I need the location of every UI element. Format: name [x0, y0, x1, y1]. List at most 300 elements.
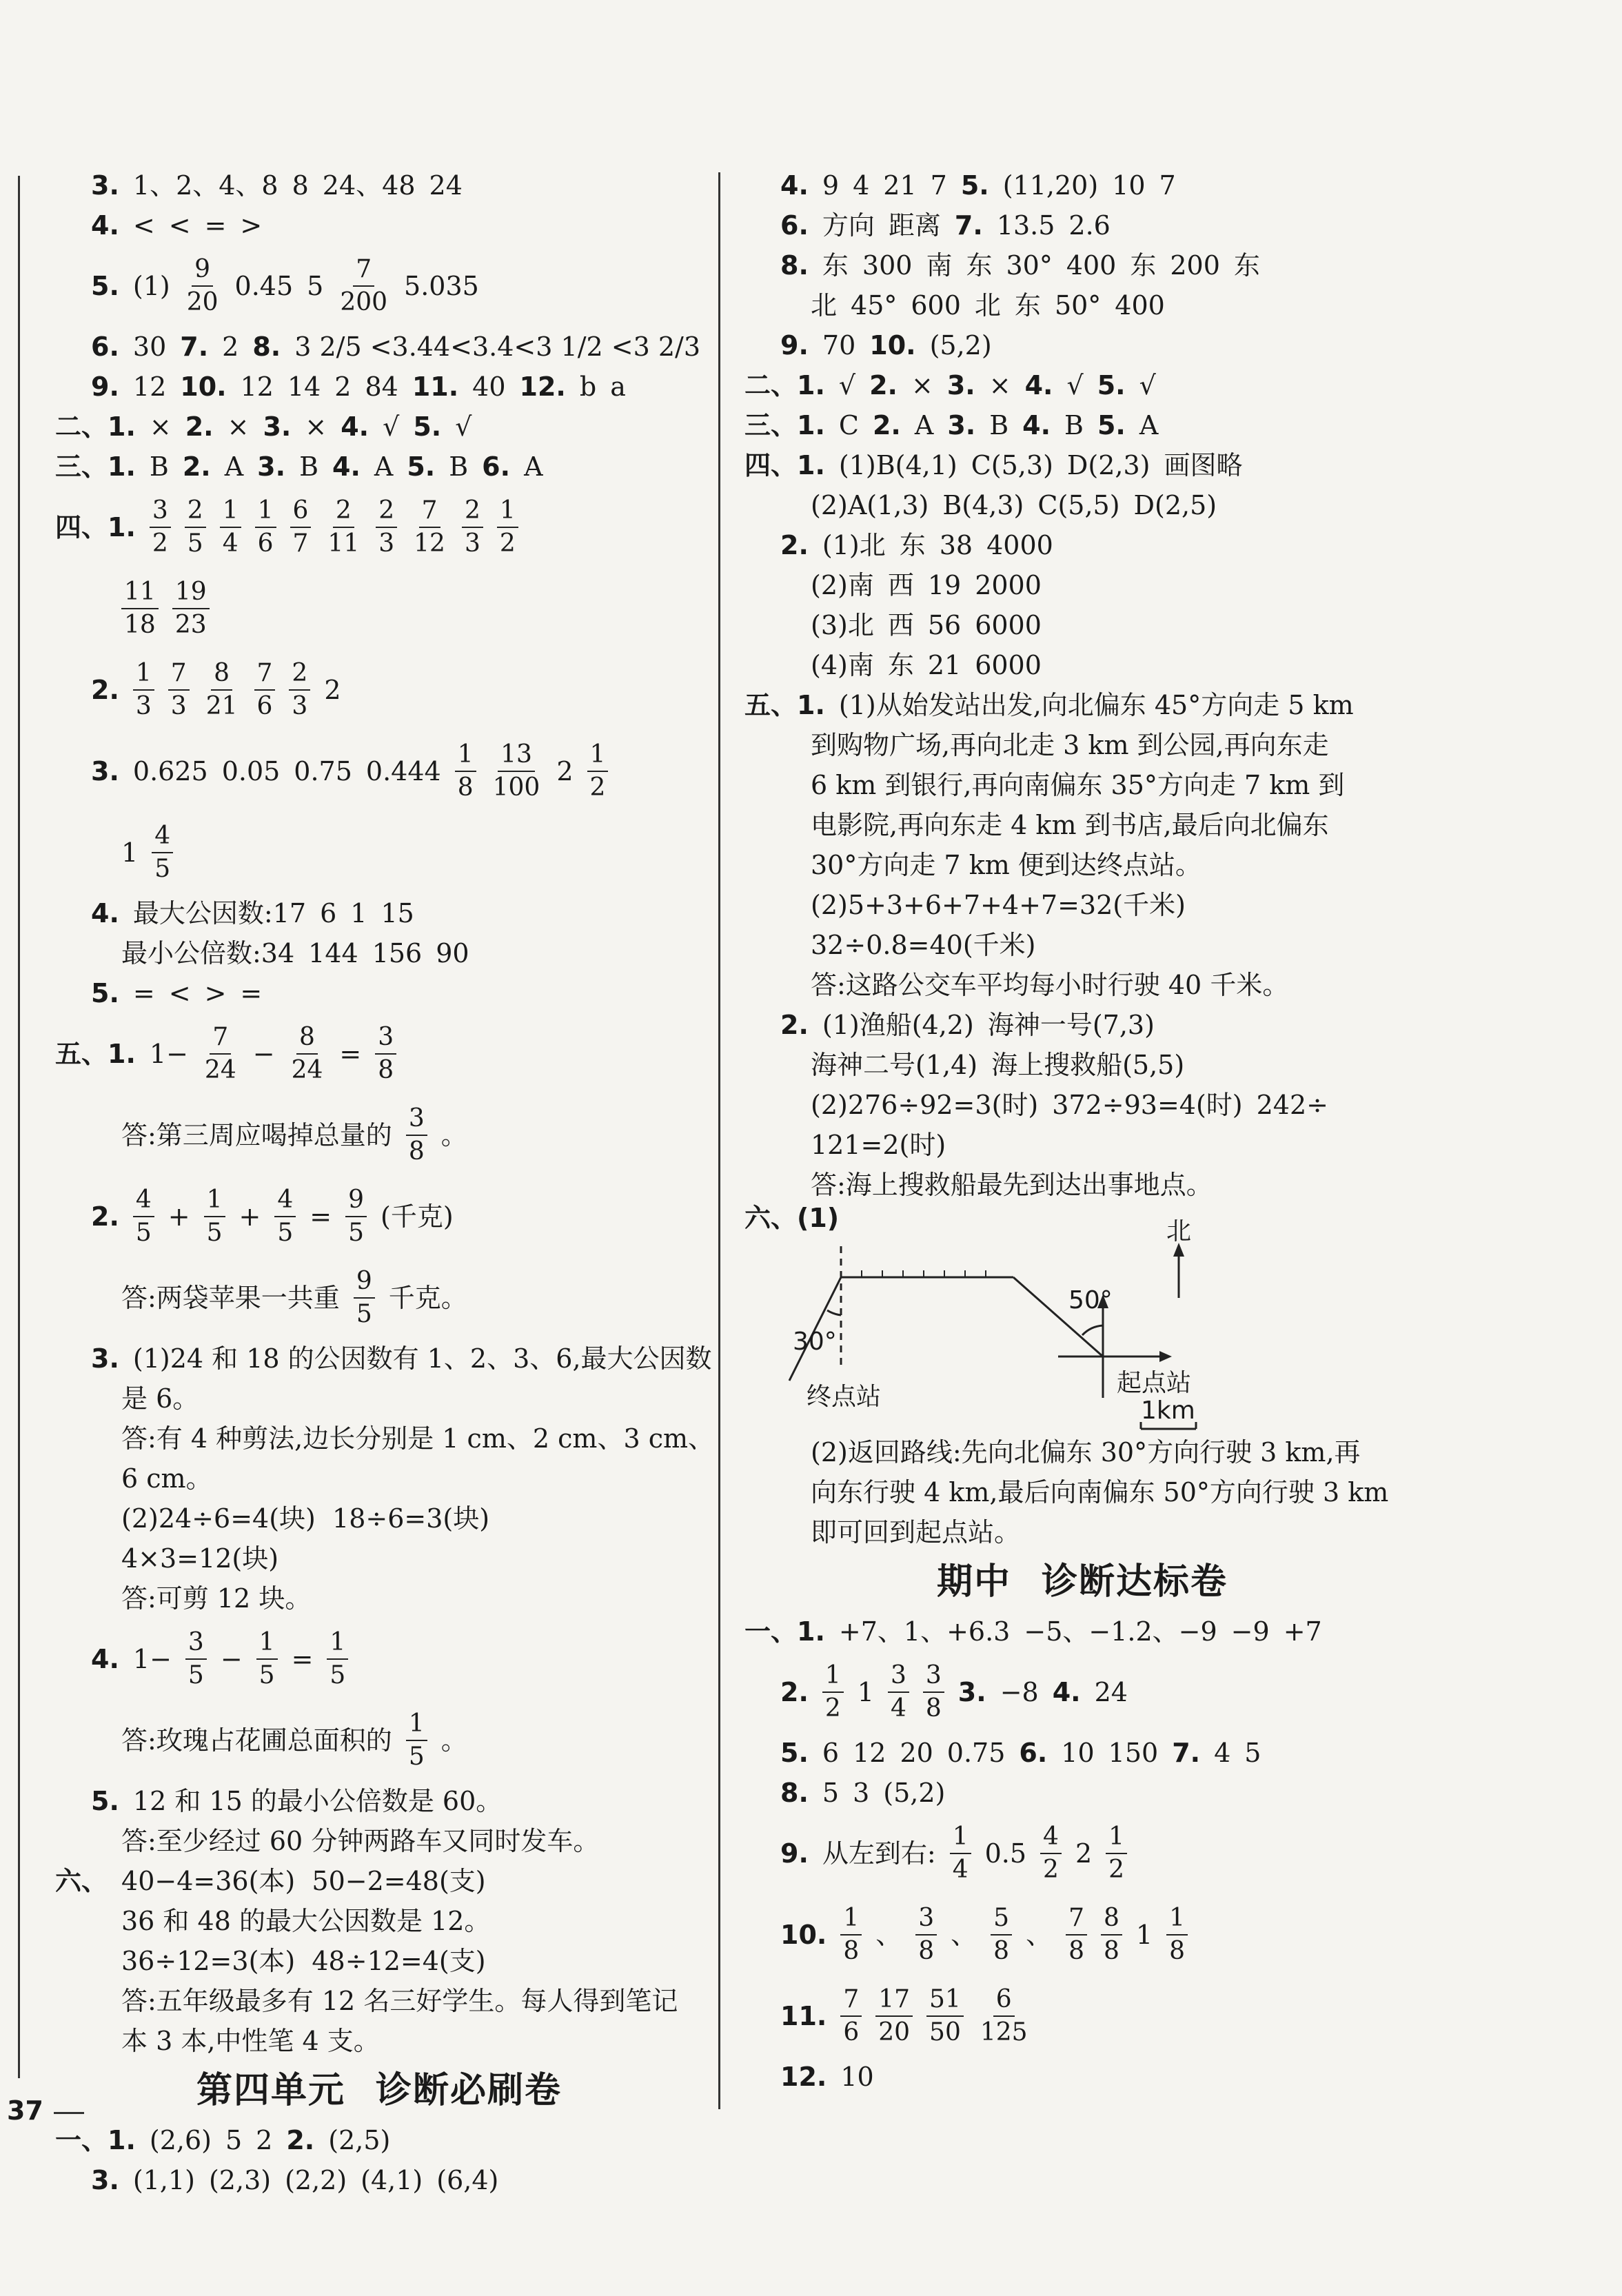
answer-line: [744, 325, 1420, 365]
answer-token: 西: [887, 610, 914, 640]
answer-token: 13.5: [996, 210, 1055, 241]
fraction: [497, 497, 518, 558]
answer-line: [55, 245, 703, 327]
answer-token: 4: [853, 170, 870, 201]
denominator: 8: [993, 1937, 1010, 1965]
numerator: 4: [152, 822, 173, 853]
numerator: 2: [333, 497, 354, 528]
answer-token: 2000: [975, 570, 1042, 600]
answer-token: <: [168, 210, 191, 241]
item-number: 3.: [91, 756, 119, 786]
answer-line: [744, 1773, 1420, 1813]
answer-line: [744, 1975, 1420, 2057]
fraction: [1106, 1823, 1127, 1884]
item-number: 8.: [252, 332, 281, 362]
fraction: [1101, 1904, 1122, 1965]
fraction: [1040, 1823, 1062, 1884]
fraction: [915, 1904, 937, 1965]
answer-token: −: [220, 1644, 243, 1674]
answer-line: [55, 1459, 703, 1499]
item-number: 2.: [780, 530, 809, 560]
answer-token: 0.45: [234, 271, 294, 301]
answer-token: 海神一号(7,3): [987, 1010, 1155, 1040]
answer-token: 、: [951, 1920, 977, 1950]
fraction: [455, 741, 476, 802]
item-number: 10.: [180, 372, 227, 402]
denominator: 3: [170, 692, 187, 720]
answer-token: 5: [822, 1778, 840, 1808]
answer-line: [744, 1085, 1420, 1125]
denominator: 8: [1104, 1937, 1119, 1965]
answer-token: =: [204, 210, 227, 241]
answer-token: 0.5: [984, 1838, 1027, 1869]
answer-token: 19: [927, 570, 962, 600]
answer-line: [744, 1045, 1420, 1085]
fraction: [1066, 1904, 1087, 1965]
answer-token: +7、1、+6.3: [838, 1616, 1011, 1647]
fraction: [150, 497, 171, 558]
answer-token: 5: [307, 271, 324, 301]
denominator: 125: [980, 2018, 1028, 2046]
answer-token: (1)从始发站出发,向北偏东 45°方向走 5 km: [838, 690, 1354, 720]
item-number: 3.: [263, 412, 292, 442]
numerator: 3: [150, 497, 171, 528]
answer-token: B: [1064, 410, 1084, 440]
answer-token: 海上搜救船(5,5): [991, 1050, 1185, 1080]
page-number-rule: [54, 2112, 84, 2114]
answer-token: −5、−1.2、−9: [1024, 1616, 1217, 1647]
answer-line: [55, 1781, 703, 1821]
answer-line: [55, 327, 703, 367]
item-number: 4.: [91, 210, 119, 241]
answer-token: (2)24÷6=4(块) 18÷6=3(块): [121, 1503, 490, 1534]
answer-line: [55, 1419, 715, 1459]
denominator: 12: [414, 529, 445, 558]
numerator: 7: [840, 1986, 862, 2017]
item-number: 8.: [780, 250, 809, 281]
answer-token: 30°方向走 7 km 便到达终点站。: [811, 850, 1202, 880]
answer-line: [55, 447, 703, 487]
answer-token: 。: [440, 1725, 467, 1756]
answer-token: 30°: [1006, 250, 1053, 281]
heading-part: 诊断必刷卷: [376, 2070, 562, 2111]
answer-token: (千克): [381, 1201, 454, 1232]
fraction: [840, 1986, 862, 2046]
numerator: 1: [822, 1662, 844, 1693]
fraction: [376, 497, 397, 558]
answer-line: [744, 1733, 1420, 1773]
answer-line: [55, 367, 703, 407]
item-number: 6.: [1019, 1738, 1048, 1768]
numerator: 1: [950, 1823, 971, 1854]
answer-token: D(2,3): [1066, 450, 1150, 480]
item-number: 5.: [91, 978, 119, 1008]
fraction: [375, 1024, 396, 1084]
fraction: [202, 1024, 239, 1084]
denominator: 6: [843, 2018, 860, 2046]
answer-token: 7: [930, 170, 947, 201]
numerator: 1: [840, 1904, 862, 1936]
answer-token: (2,6): [149, 2125, 212, 2155]
answer-token: (4)南: [811, 650, 874, 680]
north-label: 北: [1166, 1217, 1192, 1246]
answer-line: [55, 1095, 703, 1176]
end-label: 终点站: [807, 1383, 882, 1411]
answer-token: 东: [887, 650, 914, 680]
answer-line: [744, 685, 1420, 725]
answer-token: 到购物广场,再向北走 3 km 到公园,再向东走: [811, 730, 1329, 760]
numerator: 1: [133, 660, 154, 691]
answer-line: [744, 165, 1420, 205]
denominator: 8: [843, 1937, 860, 1965]
denominator: 21: [205, 692, 238, 720]
route-diagram: [772, 1212, 1296, 1446]
answer-token: 150: [1108, 1738, 1159, 1768]
denominator: 6: [257, 529, 274, 558]
item-number: 3.: [957, 1677, 986, 1707]
answer-token: (2,5): [328, 2125, 391, 2155]
item-number: 2.: [780, 1677, 809, 1707]
denominator: 4: [222, 529, 239, 558]
answer-token: 70: [822, 330, 856, 360]
answer-token: −9: [1230, 1616, 1270, 1647]
answer-token: 36 和 48 的最大公因数是 12。: [121, 1906, 491, 1936]
fraction: [121, 578, 159, 639]
numerator: 1: [204, 1186, 225, 1217]
answer-token: 4×3=12(块): [121, 1543, 279, 1574]
denominator: 5: [408, 1743, 425, 1771]
answer-token: B: [299, 451, 318, 482]
answer-token: 21: [883, 170, 917, 201]
numerator: 3: [923, 1662, 944, 1693]
item-number: 5.: [91, 271, 119, 301]
numerator: 7: [168, 660, 190, 691]
item-number: 一、1.: [744, 1616, 825, 1647]
numerator: 1: [256, 1629, 278, 1660]
numerator: 6: [993, 1986, 1015, 2017]
item-number: 5.: [960, 170, 989, 201]
item-number: 5.: [407, 451, 436, 482]
answer-token: 50°: [1054, 290, 1102, 321]
item-number: 7.: [180, 332, 209, 362]
numerator: 2: [185, 497, 206, 528]
answer-line: [744, 245, 1420, 285]
answer-token: 6000: [975, 610, 1042, 640]
answer-token: 10: [1061, 1738, 1095, 1768]
fraction: [587, 741, 609, 802]
fraction: [274, 1186, 296, 1247]
answer-token: 东: [1233, 250, 1260, 281]
answer-token: 答:五年级最多有 12 名三好学生。每人得到笔记: [121, 1986, 678, 2016]
answer-token: 答:两袋苹果一共重: [121, 1283, 340, 1313]
answer-token: B: [989, 410, 1009, 440]
answer-line: [55, 1981, 703, 2021]
answer-token: 56: [927, 610, 962, 640]
fraction: [184, 256, 221, 316]
answer-line: [55, 649, 703, 731]
item-number: 5.: [91, 1786, 119, 1816]
angle-label-end: 30°: [793, 1328, 837, 1356]
answer-token: C: [838, 410, 859, 440]
answer-token: (1): [132, 271, 170, 301]
denominator: 5: [154, 855, 171, 883]
answer-token: 。: [440, 1120, 467, 1150]
numerator: 2: [376, 497, 397, 528]
fraction: [875, 1986, 913, 2046]
answer-line: [55, 487, 703, 568]
answer-token: 12: [132, 372, 167, 402]
answer-token: 12: [853, 1738, 886, 1768]
item-number: 8.: [780, 1778, 809, 1808]
item-number: 一、1.: [55, 2125, 136, 2155]
denominator: 8: [408, 1137, 425, 1166]
denominator: 2: [499, 529, 516, 558]
answer-token: (1)B(4,1): [838, 450, 957, 480]
item-number: 2.: [185, 412, 214, 442]
answer-token: 千克。: [388, 1283, 467, 1313]
answer-line: [744, 2057, 1420, 2097]
answer-line: [744, 1612, 1420, 1652]
numerator: 1: [587, 741, 609, 772]
answer-line: [55, 1821, 703, 1861]
numerator: 1: [255, 497, 276, 528]
answer-token: 372÷93=4(时): [1052, 1090, 1243, 1120]
answer-line: [55, 165, 703, 205]
fraction: [991, 1904, 1012, 1965]
page-number: 37: [7, 2095, 43, 2126]
numerator: 9: [192, 256, 213, 287]
answer-token: 20: [900, 1738, 933, 1768]
answer-token: 答:有 4 种剪法,边长分别是 1 cm、2 cm、3 cm、: [121, 1423, 715, 1454]
answer-line: [55, 2160, 703, 2200]
answer-token: +: [168, 1201, 190, 1232]
answer-line: [744, 1005, 1420, 1045]
answer-token: (5,2): [929, 330, 992, 360]
numerator: 3: [915, 1904, 937, 1936]
fraction: [354, 1268, 375, 1328]
answer-token: 、: [875, 1920, 902, 1950]
denominator: 4: [890, 1694, 906, 1723]
answer-token: (2,2): [285, 2165, 347, 2195]
numerator: 7: [210, 1024, 231, 1055]
answer-token: 答:至少经过 60 分钟两路车又同时发车。: [121, 1826, 600, 1856]
answer-token: 0.75: [946, 1738, 1006, 1768]
answer-token: 156: [372, 938, 423, 968]
answer-token: A: [524, 451, 543, 482]
answer-line: [744, 605, 1420, 645]
answer-token: 答:玫瑰占花圃总面积的: [121, 1725, 392, 1756]
column-divider: [718, 172, 720, 2109]
answer-token: 从左到右:: [822, 1838, 936, 1869]
numerator: 1: [1106, 1823, 1127, 1854]
answer-token: 1: [1135, 1920, 1153, 1950]
item-number: 2.: [182, 451, 211, 482]
answer-token: 24: [1094, 1677, 1128, 1707]
section-heading: [55, 2061, 703, 2120]
item-number: 五、1.: [744, 690, 825, 720]
answer-token: (1,1): [132, 2165, 195, 2195]
item-number: 3.: [91, 170, 119, 201]
answer-line: [744, 845, 1420, 885]
answer-token: 24: [429, 170, 463, 201]
fraction: [840, 1904, 862, 1965]
fraction: [290, 497, 312, 558]
answer-token: 本 3 本,中性笔 4 支。: [121, 2026, 380, 2056]
numerator: 9: [354, 1268, 375, 1299]
numerator: 4: [274, 1186, 296, 1217]
answer-token: 9: [822, 170, 840, 201]
answer-line: [55, 973, 703, 1013]
heading-part: 第四单元: [196, 2070, 345, 2111]
numerator: 51: [926, 1986, 964, 2017]
denominator: 24: [204, 1056, 236, 1084]
answer-line: [55, 1578, 703, 1618]
answer-token: a: [610, 372, 626, 402]
item-number: 四、1.: [55, 512, 136, 542]
angle-label-start: 50°: [1068, 1286, 1113, 1314]
answer-line: [744, 645, 1420, 685]
fraction: [950, 1823, 971, 1884]
answer-token: B: [149, 451, 169, 482]
answer-line: [55, 1538, 703, 1578]
answer-line: [744, 1165, 1420, 1205]
answer-token: −: [252, 1039, 275, 1069]
answer-token: 38: [939, 530, 973, 560]
item-number: 9.: [780, 330, 809, 360]
answer-token: ×: [305, 412, 327, 442]
numerator: 11: [121, 578, 159, 609]
answer-token: (5,2): [883, 1778, 946, 1808]
item-number: 2.: [869, 370, 898, 400]
fraction: [325, 497, 362, 558]
answer-token: 答:可剪 12 块。: [121, 1583, 312, 1614]
fraction: [977, 1986, 1031, 2046]
denominator: 5: [187, 529, 203, 558]
denominator: 8: [1169, 1937, 1185, 1965]
angle-arc-start: [1082, 1325, 1103, 1335]
fraction: [185, 1629, 207, 1689]
answer-token: 即可回到起点站。: [811, 1517, 1021, 1547]
item-number: 12.: [780, 2062, 827, 2092]
answer-line: [55, 1176, 703, 1257]
answer-token: (1)北: [822, 530, 886, 560]
denominator: 20: [878, 2018, 911, 2046]
answer-token: =: [132, 978, 155, 1008]
numerator: 2: [462, 497, 483, 528]
item-number: 11.: [780, 2001, 827, 2031]
numerator: 1: [497, 497, 518, 528]
answer-line: [744, 765, 1420, 805]
item-number: 6.: [482, 451, 511, 482]
item-number: 9.: [780, 1838, 809, 1869]
answer-line: [744, 205, 1420, 245]
answer-token: √: [1066, 370, 1084, 400]
numerator: 8: [1101, 1904, 1122, 1936]
denominator: 2: [824, 1694, 841, 1723]
answer-line: [55, 568, 703, 649]
scale-label: 1km: [1141, 1396, 1195, 1425]
item-number: 四、1.: [744, 450, 825, 480]
answer-token: 6 km 到银行,再向南偏东 35°方向走 7 km 到: [811, 770, 1345, 800]
item-number: 六、(1): [744, 1203, 840, 1233]
numerator: 1: [455, 741, 476, 772]
answer-token: 2: [1075, 1838, 1093, 1869]
answer-token: 7: [1159, 170, 1176, 201]
answer-token: 方向: [822, 210, 875, 241]
answer-token: (2)返回路线:先向北偏东 30°方向行驶 3 km,再: [811, 1437, 1361, 1467]
answer-token: 6 cm。: [121, 1463, 212, 1494]
numerator: 19: [172, 578, 210, 609]
fraction: [185, 497, 206, 558]
answer-line: [55, 2021, 703, 2061]
answer-token: √: [455, 412, 472, 442]
item-number: 4.: [1024, 370, 1053, 400]
answer-token: 东: [1130, 250, 1157, 281]
numerator: 3: [375, 1024, 396, 1055]
answer-token: (2)南: [811, 570, 874, 600]
denominator: 5: [348, 1219, 365, 1247]
answer-token: 24、48: [322, 170, 416, 201]
fraction: [923, 1662, 944, 1723]
answer-token: ×: [227, 412, 250, 442]
denominator: 24: [291, 1056, 323, 1084]
answer-line: [55, 1257, 703, 1339]
item-number: 3.: [946, 370, 975, 400]
fraction: [152, 822, 173, 883]
denominator: 100: [492, 773, 540, 802]
fraction: [133, 660, 154, 720]
denominator: 2: [1043, 1856, 1059, 1884]
answer-token: √: [383, 412, 400, 442]
item-number: 4.: [780, 170, 809, 201]
answer-token: √: [838, 370, 856, 400]
answer-token: 2.6: [1068, 210, 1111, 241]
start-east-arrow-head: [1159, 1351, 1172, 1362]
answer-token: 121=2(时): [811, 1130, 946, 1160]
answer-token: 1、2、4、8: [132, 170, 278, 201]
answer-token: (1)渔船(4,2): [822, 1010, 974, 1040]
denominator: 50: [929, 2018, 961, 2046]
fraction: [411, 497, 448, 558]
answer-token: 400: [1066, 250, 1117, 281]
denominator: 5: [187, 1661, 204, 1689]
answer-token: 300: [862, 250, 913, 281]
answer-token: 2: [324, 675, 341, 705]
denominator: 6: [256, 692, 273, 720]
answer-line: [744, 525, 1420, 565]
item-number: 3.: [947, 410, 976, 440]
numerator: 17: [875, 1986, 913, 2017]
answer-token: 1: [121, 837, 139, 868]
fraction: [254, 660, 276, 720]
answer-token: ×: [149, 412, 172, 442]
answer-token: A: [374, 451, 394, 482]
answer-line: [55, 1499, 703, 1538]
answer-token: B: [449, 451, 469, 482]
answer-token: =: [339, 1039, 362, 1069]
answer-token: 0.75: [294, 756, 352, 786]
numerator: 8: [296, 1024, 318, 1055]
numerator: 9: [345, 1186, 367, 1217]
fraction: [256, 1629, 278, 1689]
answer-token: −8: [1000, 1677, 1039, 1707]
item-number: 4.: [332, 451, 361, 482]
item-number: 4.: [1022, 410, 1051, 440]
fraction: [327, 1629, 348, 1689]
answer-token: 4: [1214, 1738, 1231, 1768]
answer-token: 10: [840, 2062, 874, 2092]
item-number: 六、: [55, 1866, 108, 1896]
